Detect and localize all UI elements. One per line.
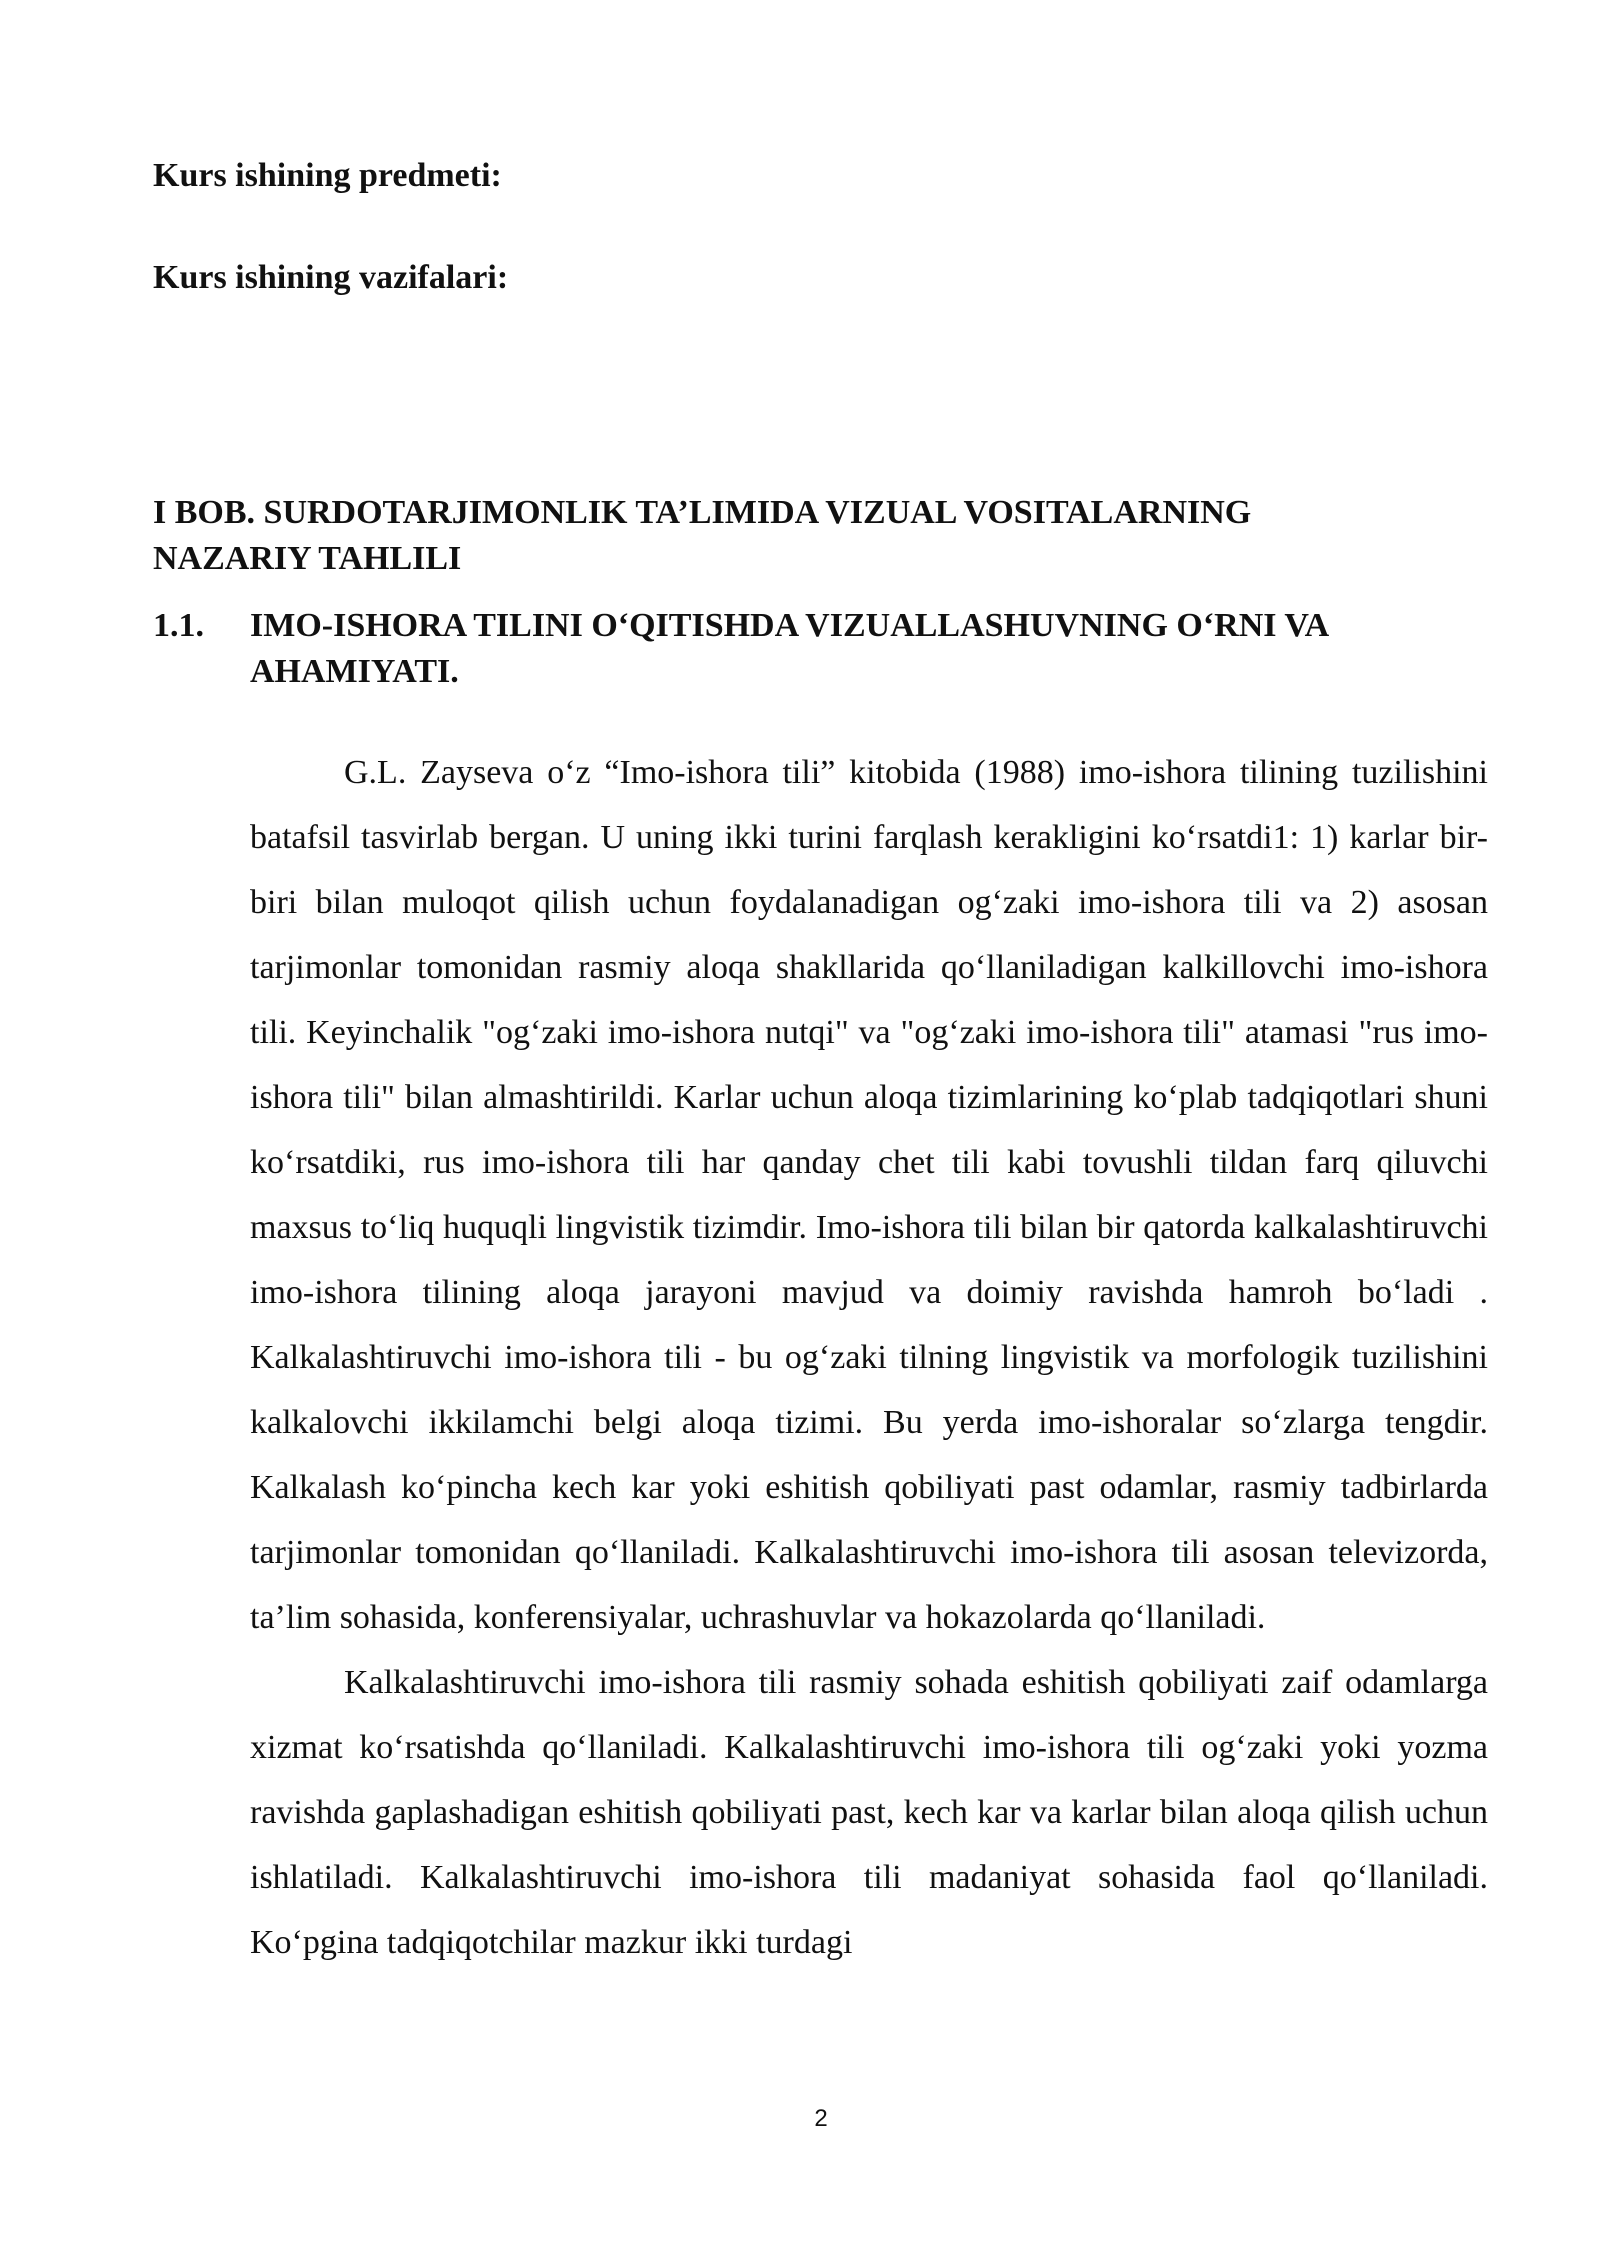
course-subject-heading: Kurs ishining predmeti: bbox=[153, 157, 502, 194]
section-title: IMO-ISHORA TILINI O‘QITISHDA VIZUALLASHUVNING O‘RNI VA AHAMIYATI. bbox=[250, 607, 1328, 690]
chapter-title-line-1: I BOB. SURDOTARJIMONLIK TA’LIMIDA VIZUAL VOSITALARNING bbox=[153, 494, 1252, 531]
course-tasks-heading: Kurs ishining vazifalari: bbox=[153, 259, 509, 296]
chapter-title bbox=[153, 490, 1493, 582]
chapter-title-line-2: NAZARIY TAHLILI bbox=[153, 540, 462, 577]
body-text bbox=[250, 740, 1488, 1975]
paragraph: Kalkalashtiruvchi imo-ishora tili rasmiy sohada eshitish qobiliyati zaif odamlarga xizmat ko‘rsatishda qo‘llaniladi. Kalkalashtiruvchi imo-ishora tili og‘zaki yoki yozma ravishda gaplashadigan eshitish qobiliyati past, kech kar va karlar bilan aloqa qilish uchun ishlatiladi. Kalkalashtiruvchi imo-ishora tili madaniyat sohasida faol qo‘llaniladi. Ko‘pgina tadqiqotchilar mazkur ikki turdagi bbox=[250, 1664, 1488, 1961]
paragraph: G.L. Zayseva o‘z “Imo-ishora tili” kitobida (1988) imo-ishora tilining tuzilishini batafsil tasvirlab bergan. U uning ikki turini farqlash kerakligini ko‘rsatdi1: 1) karlar bir-biri bilan muloqot qilish uchun foydalanadigan og‘zaki imo-ishora tili va 2) asosan tarjimonlar tomonidan rasmiy aloqa shakllarida qo‘llaniladigan kalkillovchi imo-ishora tili. Keyinchalik "og‘zaki imo-ishora nutqi" va "og‘zaki imo-ishora tili" atamasi "rus imo-ishora tili" bilan almashtirildi. Karlar uchun aloqa tizimlarining ko‘plab tadqiqotlari shuni ko‘rsatdiki, rus imo-ishora tili har qanday chet tili kabi tovushli tildan farq qiluvchi maxsus to‘liq huquqli lingvistik tizimdir. Imo-ishora tili bilan bir qatorda kalkalashtiruvchi imo-ishora tilining aloqa jarayoni mavjud va doimiy ravishda hamroh bo‘ladi . Kalkalashtiruvchi imo-ishora tili - bu og‘zaki tilning lingvistik va morfologik tuzilishini kalkalovchi ikkilamchi belgi aloqa tizimi. Bu yerda imo-ishoralar so‘zlarga tengdir. Kalkalash ko‘pincha kech kar yoki eshitish qobiliyati past odamlar, rasmiy tadbirlarda tarjimonlar tomonidan qo‘llaniladi. Kalkalashtiruvchi imo-ishora tili asosan televizorda, ta’lim sohasida, konferensiyalar, uchrashuvlar va hokazolarda qo‘llaniladi. bbox=[250, 754, 1488, 1636]
section-number: 1.1. bbox=[153, 607, 204, 644]
page-number: 2 bbox=[814, 2105, 828, 2132]
section-heading bbox=[153, 603, 1493, 695]
